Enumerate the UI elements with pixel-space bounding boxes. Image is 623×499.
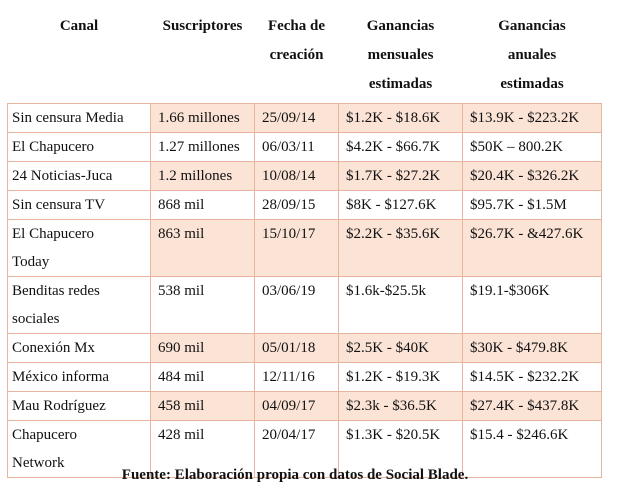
table-body [8,104,602,478]
cell-canal [8,104,151,133]
header-line: creación [269,47,324,63]
header-line: estimadas [368,76,433,92]
cell-fecha: 12/11/16 [255,363,339,392]
cell-fecha: 28/09/15 [255,191,339,220]
cell-canal [8,363,151,392]
table-row [8,162,602,191]
cell-mensuales: $2.2K - $35.6K [339,220,463,277]
cell-anuales: $19.1-$306K [463,277,602,334]
canal-line: Mau Rodríguez [12,398,106,414]
header-line: estimadas [500,76,564,92]
canal-line: Network [12,455,65,471]
cell-anuales: $27.4K - $437.8K [463,392,602,421]
cell-canal [8,220,151,277]
table-row [8,392,602,421]
header-canal [8,12,151,104]
canal-line: Sin censura TV [12,197,106,213]
cell-mensuales: $4.2K - $66.7K [339,133,463,162]
cell-fecha: 25/09/14 [255,104,339,133]
cell-mensuales: $2.5K - $40K [339,334,463,363]
cell-fecha: 06/03/11 [255,133,339,162]
header-anuales [463,12,602,104]
cell-fecha: 05/01/18 [255,334,339,363]
header-fecha [255,12,339,104]
cell-mensuales: $1.2K - $18.6K [339,104,463,133]
header-line: Ganancias [498,18,566,34]
header-line: mensuales [367,47,434,63]
cell-anuales: $50K – 800.2K [463,133,602,162]
cell-fecha: 10/08/14 [255,162,339,191]
canal-line: Today [12,254,50,270]
header-line: Canal [59,18,99,34]
cell-mensuales: $1.2K - $19.3K [339,363,463,392]
source-caption: Fuente: Elaboración propia con datos de Social Blade. [121,467,469,483]
cell-fecha: 15/10/17 [255,220,339,277]
cell-suscriptores: 863 mil [151,220,255,277]
cell-anuales: $15.4 - $246.6K [463,421,602,478]
cell-anuales: $95.7K - $1.5M [463,191,602,220]
cell-suscriptores: 538 mil [151,277,255,334]
cell-canal [8,392,151,421]
cell-suscriptores: 484 mil [151,363,255,392]
canal-line: Benditas redes [12,283,100,299]
header-line: Ganancias [366,18,435,34]
header-mensuales [339,12,463,104]
table-row [8,104,602,133]
cell-mensuales: $1.6k-$25.5k [339,277,463,334]
canal-line: 24 Noticias-Juca [12,168,113,184]
cell-anuales: $26.7K - &427.6K [463,220,602,277]
cell-suscriptores: 428 mil [151,421,255,478]
header-line: Suscriptores [162,18,243,34]
table-row [8,220,602,277]
table-row [8,334,602,363]
canal-line: Sin censura Media [12,110,124,126]
canal-line: El Chapucero [12,139,95,155]
cell-anuales: $20.4K - $326.2K [463,162,602,191]
channels-table-wrap [7,12,601,478]
cell-mensuales: $8K - $127.6K [339,191,463,220]
table-header [8,12,602,104]
header-line: Fecha de [267,18,326,34]
cell-fecha: 20/04/17 [255,421,339,478]
canal-line: sociales [12,311,60,327]
table-row [8,133,602,162]
channels-table [7,12,602,478]
cell-canal [8,277,151,334]
cell-suscriptores: 1.2 millones [151,162,255,191]
table-row [8,191,602,220]
cell-suscriptores: 458 mil [151,392,255,421]
cell-suscriptores: 690 mil [151,334,255,363]
cell-anuales: $14.5K - $232.2K [463,363,602,392]
cell-anuales: $30K - $479.8K [463,334,602,363]
header-suscriptores [151,12,255,104]
table-row [8,363,602,392]
cell-suscriptores: 1.27 millones [151,133,255,162]
cell-canal [8,334,151,363]
cell-mensuales: $1.7K - $27.2K [339,162,463,191]
cell-fecha: 03/06/19 [255,277,339,334]
cell-fecha: 04/09/17 [255,392,339,421]
cell-mensuales: $2.3k - $36.5K [339,392,463,421]
header-line: anuales [507,47,557,63]
canal-line: Conexión Mx [12,340,95,356]
cell-suscriptores: 868 mil [151,191,255,220]
canal-line: Chapucero [12,427,77,443]
table-row [8,277,602,334]
cell-suscriptores: 1.66 millones [151,104,255,133]
canal-line: México informa [12,369,110,385]
canal-line: El Chapucero [12,226,95,242]
cell-canal [8,191,151,220]
cell-mensuales: $1.3K - $20.5K [339,421,463,478]
cell-canal [8,133,151,162]
header-row [8,12,602,104]
cell-anuales: $13.9K - $223.2K [463,104,602,133]
cell-canal [8,162,151,191]
